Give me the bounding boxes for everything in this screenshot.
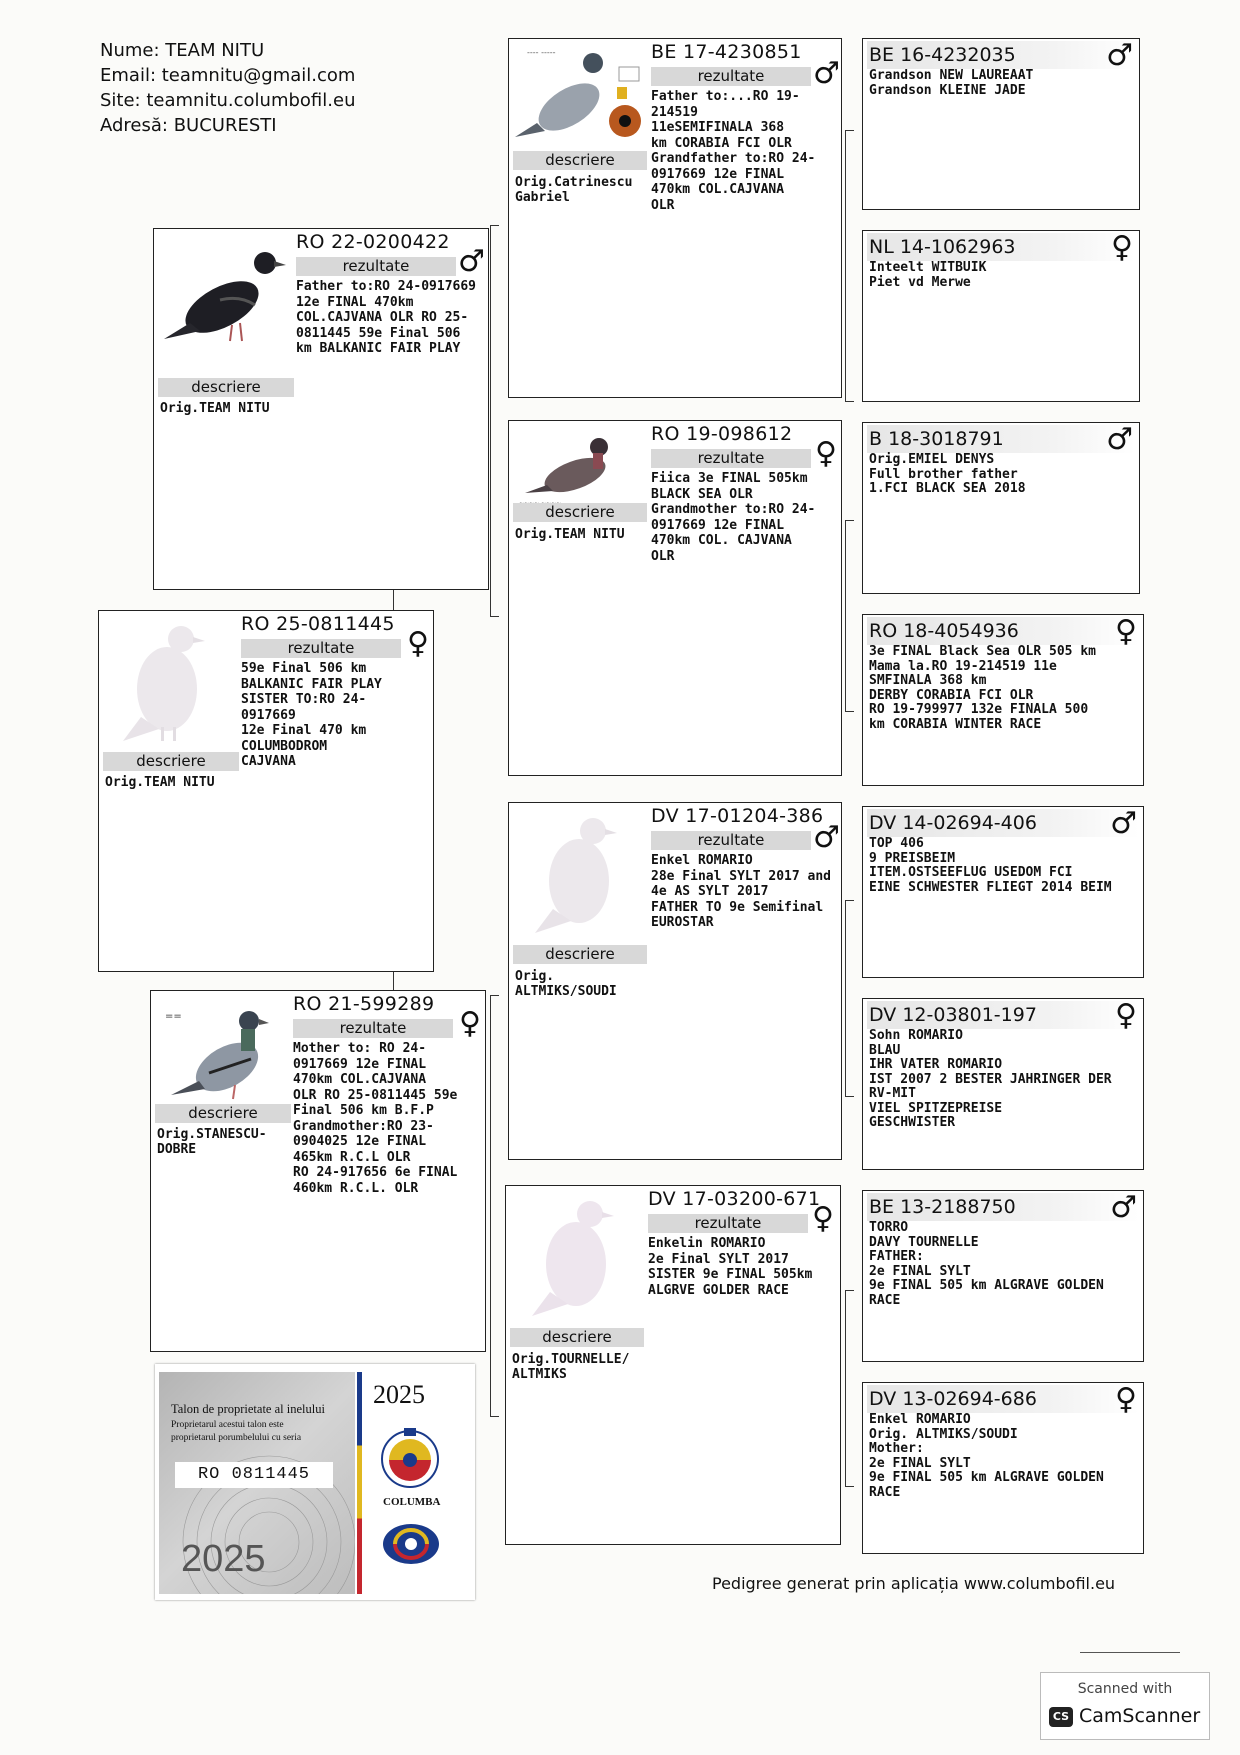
pigeon-photo <box>519 427 639 507</box>
sire-description-tab[interactable]: descriere <box>158 378 294 397</box>
sire-results-tab[interactable]: rezultate <box>296 257 456 276</box>
ggp5-text: TOP 406 9 PREISBEIM ITEM.OSTSEEFLUG USEDOM FCI EINE SCHWESTER FLIEGT 2014 BEIM <box>869 836 1112 895</box>
ancestor-card-8 <box>862 1382 1144 1554</box>
ggp2-ring: NL 14-1062963 <box>867 233 1135 261</box>
male-symbol-icon: ♂ <box>458 244 485 279</box>
subject-results-tab[interactable]: rezultate <box>241 639 401 658</box>
ring-card-year-big: 2025 <box>181 1538 266 1580</box>
dam-card <box>150 990 486 1352</box>
ancestor-card-4 <box>862 614 1144 786</box>
footer-generated-by: Pedigree generat prin aplicația www.columbofil.eu <box>712 1574 1116 1593</box>
ring-ownership-card <box>155 1364 475 1600</box>
dam-ring: RO 21-599289 <box>293 993 435 1015</box>
pigeon-photo <box>165 1003 275 1103</box>
gp4-ring: DV 17-03200-671 <box>648 1188 821 1210</box>
ancestor-card-6 <box>862 998 1144 1170</box>
female-symbol-icon: ♀ <box>1115 1382 1137 1417</box>
svg-text:---- -----: ---- ----- <box>527 48 556 57</box>
ggp4-text: 3e FINAL Black Sea OLR 505 km Mama la.RO 19-214519 11e SMFINALA 368 km DERBY CORABIA FCI OLR RO 19-799977 132e FINALA 500 km CORABIA WINTER RACE <box>869 644 1096 732</box>
gp1-ring: BE 17-4230851 <box>651 41 802 63</box>
ring-card-brand: COLUMBA <box>383 1496 441 1508</box>
ggp2-text: Inteelt WITBUIK Piet vd Merwe <box>869 260 987 290</box>
ancestor-card-3 <box>862 422 1140 594</box>
male-symbol-icon: ♂ <box>813 56 840 91</box>
ggp4-ring: RO 18-4054936 <box>867 617 1139 645</box>
female-symbol-icon: ♀ <box>1115 998 1137 1033</box>
ring-card-panel <box>159 1372 355 1594</box>
owner-info <box>100 38 355 138</box>
camscanner-watermark <box>1040 1672 1210 1740</box>
grandparent-card-4 <box>505 1185 841 1545</box>
ggp3-ring: B 18-3018791 <box>867 425 1135 453</box>
subject-ring: RO 25-0811445 <box>241 613 395 635</box>
subject-origin: Orig.TEAM NITU <box>105 775 215 790</box>
gp4-description-tab[interactable]: descriere <box>510 1328 644 1347</box>
gp3-description-tab[interactable]: descriere <box>513 945 647 964</box>
connector-gp3 <box>845 900 854 1097</box>
ancestor-card-5 <box>862 806 1144 978</box>
gp3-text: Enkel ROMARIO 28e Final SYLT 2017 and 4e AS SYLT 2017 FATHER TO 9e Semifinal EUROSTAR <box>651 853 832 930</box>
ggp6-ring: DV 12-03801-197 <box>867 1001 1139 1029</box>
owner-email: Email: teamnitu@gmail.com <box>100 65 356 86</box>
dam-origin: Orig.STANESCU- DOBRE <box>157 1127 267 1157</box>
owner-site: Site: teamnitu.columbofil.eu <box>100 90 356 111</box>
ancestor-card-7 <box>862 1190 1144 1362</box>
grandparent-card-2 <box>508 420 842 776</box>
gp2-description-tab[interactable]: descriere <box>513 503 647 522</box>
ggp3-text: Orig.EMIEL DENYS Full brother father 1.FCI BLACK SEA 2018 <box>869 452 1026 496</box>
ancestor-card-1 <box>862 38 1140 210</box>
grandparent-card-1 <box>508 38 842 398</box>
male-symbol-icon: ♂ <box>813 820 840 855</box>
gp4-origin: Orig.TOURNELLE/ ALTMIKS <box>512 1352 630 1382</box>
owner-address: Adresă: BUCURESTI <box>100 115 277 136</box>
female-symbol-icon: ♀ <box>459 1006 481 1041</box>
subject-card <box>98 610 434 972</box>
female-symbol-icon: ♀ <box>1115 614 1137 649</box>
connector-gp1 <box>845 130 854 402</box>
ring-card-line1: Proprietarul acestui talon este <box>171 1420 284 1430</box>
ggp5-ring: DV 14-02694-406 <box>867 809 1139 837</box>
gp2-text: Fiica 3e FINAL 505km BLACK SEA OLR Grandmother to:RO 24- 0917669 12e FINAL 470km COL. CAJVANA OLR <box>651 471 816 564</box>
female-symbol-icon: ♀ <box>1111 230 1133 265</box>
gp4-text: Enkelin ROMARIO 2e Final SYLT 2017 SISTER 9e FINAL 505km ALGRVE GOLDER RACE <box>648 1236 813 1298</box>
pigeon-photo <box>160 245 290 351</box>
flag-stripe <box>357 1372 362 1594</box>
dam-description-tab[interactable]: descriere <box>155 1104 291 1123</box>
subject-text: 59e Final 506 km BALKANIC FAIR PLAY SISTER TO:RO 24- 0917669 12e Final 470 km COLUMBODROM CAJVANA <box>241 661 382 769</box>
ggp6-text: Sohn ROMARIO BLAU IHR VATER ROMARIO IST 2007 2 BESTER JAHRINGER DER RV-MIT VIEL SPITZEPREISE GESCHWISTER <box>869 1028 1112 1130</box>
owner-name: Nume: TEAM NITU <box>100 40 265 61</box>
fci-logo-icon <box>381 1522 441 1566</box>
ring-card-line2: proprietarul porumbelului cu seria <box>171 1433 302 1443</box>
gp4-results-tab[interactable]: rezultate <box>648 1214 808 1233</box>
gp2-origin: Orig.TEAM NITU <box>515 527 625 542</box>
ring-card-title: Talon de proprietate al inelului <box>171 1402 325 1416</box>
female-symbol-icon: ♀ <box>812 1201 834 1236</box>
scanned-with-label: Scanned with <box>1077 1681 1173 1697</box>
gp3-ring: DV 17-01204-386 <box>651 805 824 827</box>
sire-text: Father to:RO 24-0917669 12e FINAL 470km COL.CAJVANA OLR RO 25- 0811445 59e Final 506 km BALKANIC FAIR PLAY <box>296 279 477 356</box>
camscanner-logo-icon: CS <box>1049 1707 1073 1727</box>
grandparent-card-3 <box>508 802 842 1160</box>
gp1-origin: Orig.Catrinescu Gabriel <box>515 175 633 205</box>
ggp7-text: TORRO DAVY TOURNELLE FATHER: 2e FINAL SYLT 9e FINAL 505 km ALGRAVE GOLDEN RACE <box>869 1220 1104 1308</box>
columba-logo-icon <box>377 1426 443 1492</box>
pigeon-placeholder <box>520 1192 630 1322</box>
gp1-description-tab[interactable]: descriere <box>513 151 647 170</box>
ggp1-text: Grandson NEW LAUREAAT Grandson KLEINE JADE <box>869 68 1034 98</box>
ggp7-ring: BE 13-2188750 <box>867 1193 1139 1221</box>
pigeon-placeholder <box>523 809 633 939</box>
ggp1-ring: BE 16-4232035 <box>867 41 1135 69</box>
male-symbol-icon: ♂ <box>1110 1190 1137 1225</box>
male-symbol-icon: ♂ <box>1106 38 1133 73</box>
ancestor-card-2 <box>862 230 1140 402</box>
dam-text: Mother to: RO 24- 0917669 12e FINAL 470km COL.CAJVANA OLR RO 25-0811445 59e Final 506 km B.F.P Grandmother:RO 23- 0904025 12e FINAL 465km R.C.L OLR RO 24-917656 6e FINAL 460km R.C.L. OLR <box>293 1041 458 1196</box>
ggp8-ring: DV 13-02694-686 <box>867 1385 1139 1413</box>
sire-origin: Orig.TEAM NITU <box>160 401 270 416</box>
subject-description-tab[interactable]: descriere <box>103 752 239 771</box>
ring-serial-field: RO 0811445 <box>175 1462 333 1488</box>
female-symbol-icon: ♀ <box>815 436 837 471</box>
ggp8-text: Enkel ROMARIO Orig. ALTMIKS/SOUDI Mother: 2e FINAL SYLT 9e FINAL 505 km ALGRAVE GOLDEN RACE <box>869 1412 1104 1500</box>
gp1-results-tab[interactable]: rezultate <box>651 67 811 86</box>
gp3-results-tab[interactable]: rezultate <box>651 831 811 850</box>
pigeon-photo <box>513 43 647 153</box>
page-bottom-rule <box>1080 1652 1180 1653</box>
gp1-text: Father to:...RO 19- 214519 11eSEMIFINALA 368 km CORABIA FCI OLR Grandfather to:RO 24- 0917669 12e FINAL 470km COL.CAJVANA OLR <box>651 89 816 213</box>
male-symbol-icon: ♂ <box>1106 422 1133 457</box>
connector-gp4 <box>845 1290 854 1487</box>
gp2-ring: RO 19-098612 <box>651 423 793 445</box>
gp2-results-tab[interactable]: rezultate <box>651 449 811 468</box>
svg-text:==: == <box>165 1011 182 1022</box>
camscanner-brand: CamScanner <box>1079 1705 1201 1727</box>
ring-card-year: 2025 <box>373 1380 425 1409</box>
dam-results-tab[interactable]: rezultate <box>293 1019 453 1038</box>
connector-sire <box>490 225 499 617</box>
connector-dam <box>490 995 499 1417</box>
gp3-origin: Orig. ALTMIKS/SOUDI <box>515 969 617 999</box>
sire-card <box>153 228 489 590</box>
connector-gp2 <box>845 520 854 712</box>
sire-ring: RO 22-0200422 <box>296 231 450 253</box>
female-symbol-icon: ♀ <box>407 626 429 661</box>
pigeon-placeholder <box>111 617 221 747</box>
male-symbol-icon: ♂ <box>1110 806 1137 841</box>
